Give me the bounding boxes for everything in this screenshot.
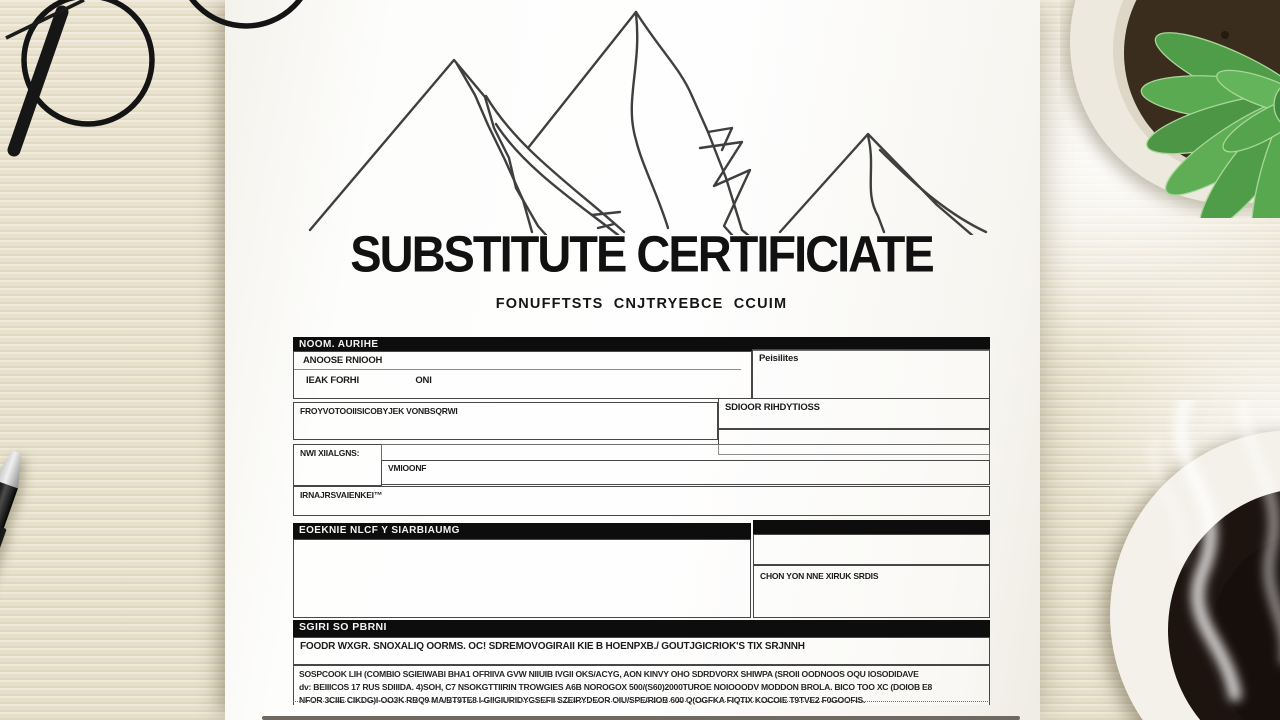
dotted-divider: [293, 701, 990, 702]
signature-right-empty-cell: [753, 534, 990, 565]
coffee-cup-with-steam: [1085, 400, 1280, 720]
signature-section-header: EOEKNIE NLCF Y SIARBIAUMG: [293, 523, 751, 539]
notes-intro-text: FOODR WXGR. SNOXALIQ OORMS. OC! SDREMOVOGIRAII KIE B HOENPXB./ GOUTJGICRIOK'S TIX SRJNNH: [300, 641, 805, 652]
signature-right-header: [753, 520, 990, 534]
regions-input-field: [381, 444, 990, 461]
address-field: [293, 402, 718, 440]
name-field-group: [293, 351, 752, 399]
phone-label: VMIOONF: [388, 463, 427, 473]
regions-label: NWI XIIALGNS:: [300, 448, 360, 458]
pen-clip: [0, 527, 7, 597]
positions-field: [752, 349, 990, 399]
notes-body-line-2: dv: BEIIICOS 17 RUS SDIIIDA. 4)SOH, C7 NSOKGTTIIRIN TROWGIES A6B NOROGOX 500/(S60)2000TUROE NOIOOODV MODDON BROLA. BICO TOO XC (DOIOB E8: [299, 682, 933, 692]
notes-intro-box: [293, 637, 990, 665]
succulent-plant: [1060, 0, 1280, 218]
mountain-line-art-icon: [280, 0, 1000, 235]
notes-body-line-3: NFOR 3CIIE CIKDG)I-OO3K RBQ9 MA/BT9TE8 I-GIIGIURIDYGSEFII SZEIRYDEOR OIU/SPE/RIOB 600 Q(OGFKA FIQTIX KOCOIE T9TVE2 F0GOOFIS.: [299, 695, 866, 705]
notes-body-line-1: SOSPCOOK LIH (COMBIO SGIEIWABI BHA1 OFRIIVA GVW NIIUIB IVGII OKS/ACYG, AON KINVY OHO SDRDVORX SHIWPA (SROII OODNOOS OQU IOSODIDAVE: [299, 669, 919, 679]
regions-label-cell: [293, 444, 382, 486]
notes-body-box: [293, 665, 990, 705]
eyeglasses-icon: [0, 0, 330, 180]
year-field-value: ONI: [415, 375, 432, 386]
info-section-header: NOOM. AURIHE: [293, 337, 990, 351]
next-section-edge: [262, 716, 1020, 720]
phone-field: [381, 460, 990, 485]
signature-area: [293, 539, 751, 618]
email-field: [293, 486, 990, 516]
email-label: IRNAJRSVAIENKEI™: [300, 490, 383, 500]
positions-label: Peisilites: [759, 353, 799, 364]
school-label: SDIOOR RIHDYTIOSS: [725, 402, 820, 413]
black-pen: [0, 448, 29, 720]
notes-section-header: SGIRI SO PBRNI: [293, 620, 990, 637]
school-field: [718, 398, 990, 429]
document-title: SUBSTITUTE CERTIFICIATE: [350, 224, 933, 283]
date-field: [753, 565, 990, 618]
pen-upper-body: [0, 480, 18, 607]
date-label: CHON YON NNE XIRUK SRDIS: [760, 571, 879, 581]
address-label: FROYVOTOOIISICOBYJEK VONBSQRWI: [300, 406, 458, 416]
year-field-label: IEAK FORHI: [306, 375, 359, 386]
document-subtitle: FONUFFTSTS CNJTRYEBCE CCUIM: [495, 296, 788, 312]
name-field: ANOOSE RNIOOH: [294, 352, 741, 370]
pen-tip: [0, 448, 29, 489]
